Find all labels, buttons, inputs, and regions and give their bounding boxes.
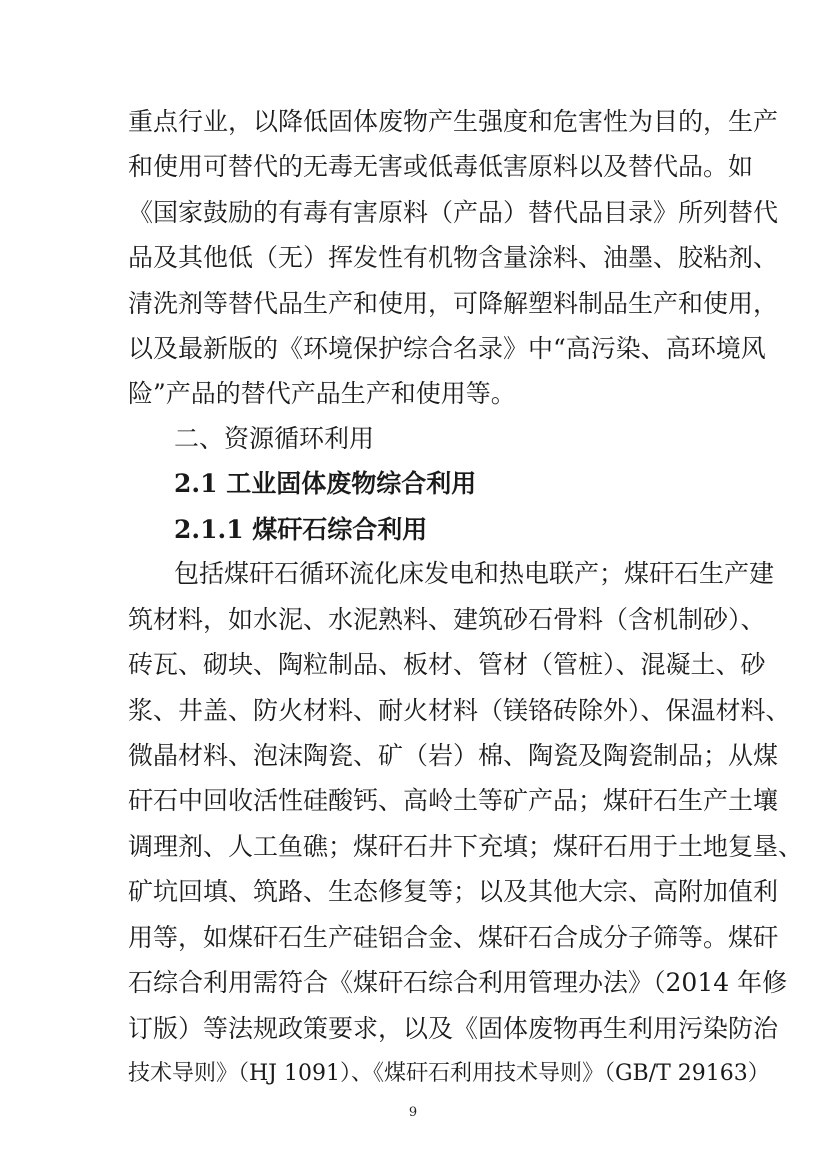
subsection-heading: 2.1 工业固体废物综合利用 (174, 469, 477, 498)
paragraph-line: 以及最新版的《环境保护综合名录》中“高污染、高环境风 (128, 334, 766, 363)
paragraph-line: 砖瓦、砌块、陶粒制品、板材、管材（管桩）、混凝土、砂 (128, 650, 766, 679)
paragraph-line: 和使用可替代的无毒无害或低毒低害原料以及替代品。如 (128, 152, 754, 181)
paragraph-line: 技术导则》（HJ 1091）、《煤矸石利用技术导则》（GB/T 29163） (128, 1061, 770, 1086)
paragraph-line: 调理剂、人工鱼礁；煤矸石井下充填；煤矸石用于土地复垦、 (128, 832, 804, 861)
page-number: 9 (408, 1105, 418, 1120)
paragraph-line: 订版）等法规政策要求，以及《固体废物再生利用污染防治 (128, 1014, 779, 1043)
paragraph-line: 用等，如煤矸石生产硅铝合金、煤矸石合成分子筛等。煤矸 (128, 923, 779, 952)
paragraph-line: 微晶材料、泡沫陶瓷、矿（岩）棉、陶瓷及陶瓷制品；从煤 (128, 741, 779, 770)
paragraph-line: 浆、井盖、防火材料、耐火材料（镁铬砖除外）、保温材料、 (128, 696, 791, 725)
paragraph-line: 清洗剂等替代品生产和使用，可降解塑料制品生产和使用， (128, 289, 779, 318)
paragraph-line: 品及其他低（无）挥发性有机物含量涂料、油墨、胶粘剂、 (128, 243, 779, 272)
subsubsection-heading: 2.1.1 煤矸石综合利用 (174, 515, 428, 544)
paragraph-line: 矿坑回填、筑路、生态修复等；以及其他大宗、高附加值利 (128, 877, 779, 906)
paragraph-line: 重点行业，以降低固体废物产生强度和危害性为目的，生产 (128, 107, 779, 136)
paragraph-line: 险”产品的替代产品生产和使用等。 (128, 379, 516, 408)
paragraph-line: 《国家鼓励的有毒有害原料（产品）替代品目录》所列替代 (128, 198, 779, 227)
paragraph-line: 筑材料，如水泥、水泥熟料、建筑砂石骨料（含机制砂）、 (128, 605, 766, 634)
paragraph-line: 包括煤矸石循环流化床发电和热电联产；煤矸石生产建 (174, 559, 775, 588)
paragraph-line: 矸石中回收活性硅酸钙、高岭土等矿产品；煤矸石生产土壤 (128, 786, 779, 815)
section-heading: 二、资源循环利用 (174, 424, 375, 453)
paragraph-line: 石综合利用需符合《煤矸石综合利用管理办法》（2014 年修 (128, 968, 788, 997)
